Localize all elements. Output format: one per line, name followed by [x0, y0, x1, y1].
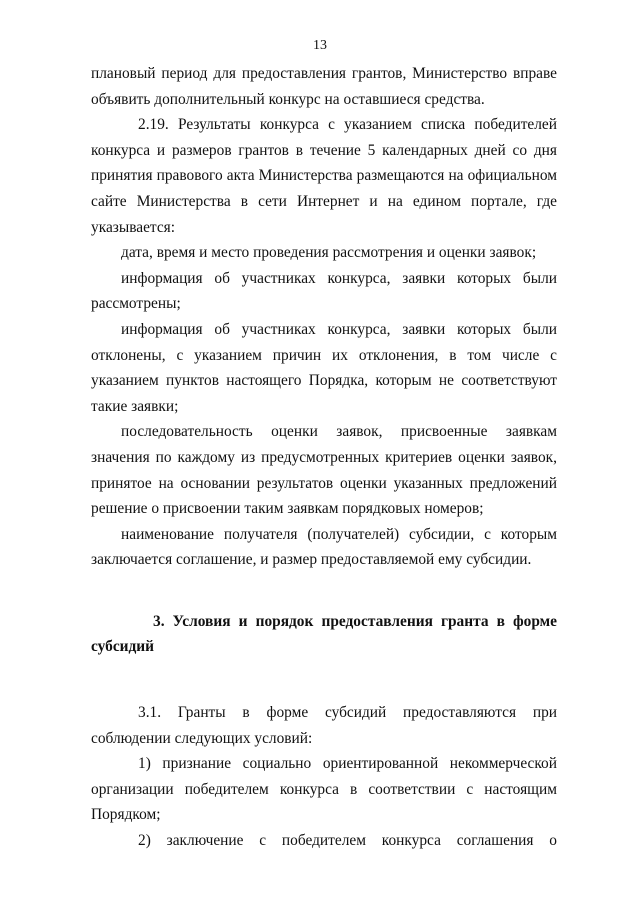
- paragraph-list-item-date: дата, время и место проведения рассмотрения и оценки заявок;: [121, 244, 537, 262]
- paragraph-list-item-sequence: последовательность оценки заявок, присвоенные заявкам значения по каждому из предусмотренных критериев оценки заявок, принятое на основании результатов оценки указанных предложений решение о присвоении таким заявкам порядковых номеров;: [91, 423, 557, 518]
- paragraph-continuation: плановый период для предоставления грантов, Министерство вправе объявить дополнительный конкурс на оставшиеся средства.: [91, 65, 557, 108]
- paragraph-condition-1: 1) признание социально ориентированной некоммерческой организации победителем конкурса в соответствии с настоящим Порядком;: [91, 755, 557, 824]
- paragraph-3-1: 3.1. Гранты в форме субсидий предоставляются при соблюдении следующих условий:: [91, 704, 557, 747]
- paragraph-2-19: 2.19. Результаты конкурса с указанием списка победителей конкурса и размеров грантов в течение 5 календарных дней со дня принятия правового акта Министерства размещаются на официальном сайте Министерства в сети Интернет и на едином портале, где указывается:: [91, 116, 557, 236]
- document-body: [91, 61, 557, 854]
- section-heading: 3. Условия и порядок предоставления гранта в форме субсидий: [91, 612, 557, 656]
- paragraph-list-item-reviewed: информация об участниках конкурса, заявки которых были рассмотрены;: [91, 269, 557, 313]
- paragraph-list-item-recipient: наименование получателя (получателей) субсидии, с которым заключается соглашение, и размер предоставляемой ему субсидии.: [91, 525, 557, 569]
- paragraph-condition-2: 2) заключение с победителем конкурса соглашения о: [138, 832, 557, 850]
- page-number: 13: [313, 38, 327, 53]
- paragraph-list-item-rejected: информация об участниках конкурса, заявки которых были отклонены, с указанием причин их отклонения, в том числе с указанием пунктов настоящего Порядка, которым не соответствуют такие заявки;: [91, 320, 557, 415]
